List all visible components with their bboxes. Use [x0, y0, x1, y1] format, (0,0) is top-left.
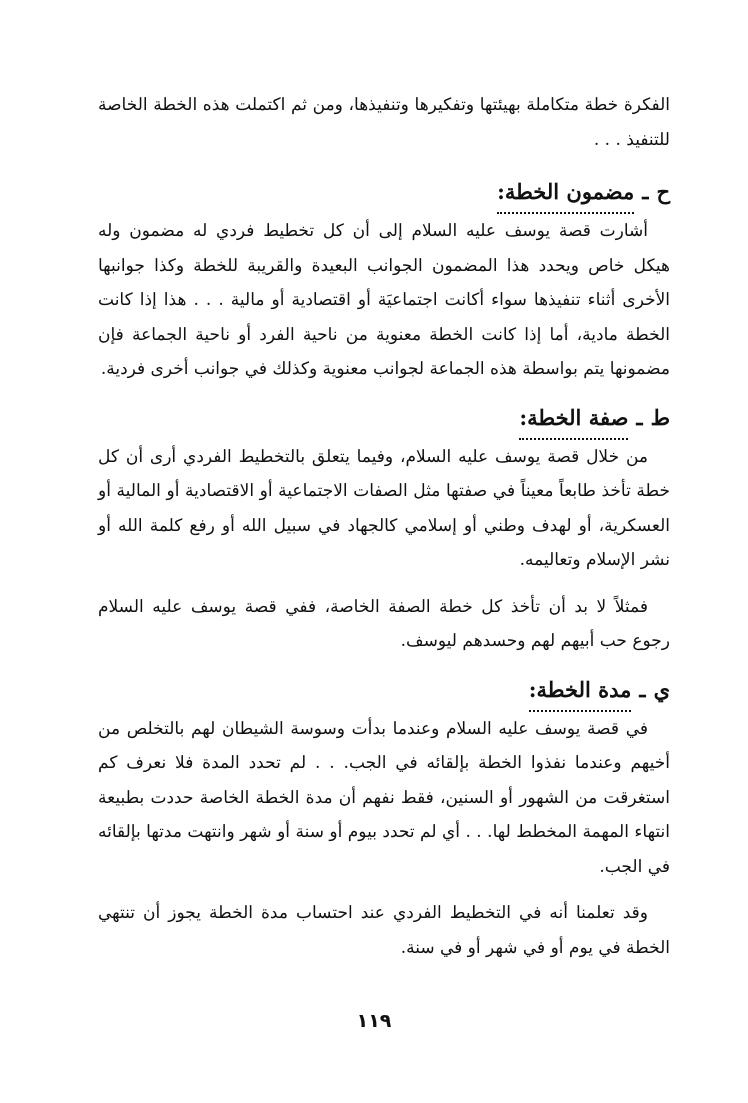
spacer	[98, 157, 670, 173]
content-paragraph: أشارت قصة يوسف عليه السلام إلى أن كل تخطيط فردي له مضمون وله هيكل خاص ويحدد هذا المضمون الجوانب البعيدة والقريبة للخطة وكذا جوانبها الأخرى أثناء تنفيذها سواء أكانت اجتماعيَة أو اقتصادية أو مالية . . . هذا إذا كانت الخطة مادية، أما إذا كانت الخطة معنوية من ناحية الفرد أو ناحية الجماعة فإن مضمونها يتم بواسطة هذه الجماعة لجوانب معنوية وكذلك في جوانب أخرى فردية.	[98, 221, 670, 379]
section-title: مضمون الخطة:	[497, 173, 634, 214]
section-dash: ـ	[642, 179, 649, 204]
section-title: صفة الخطة:	[519, 399, 628, 440]
spacer	[98, 578, 670, 590]
attribute-paragraph-2: فمثلاً لا بد أن تأخذ كل خطة الصفة الخاصة، ففي قصة يوسف عليه السلام رجوع حب أبيهم لهم وحسدهم ليوسف.	[98, 596, 670, 651]
duration-paragraph-2: وقد تعلمنا أنه في التخطيط الفردي عند احتساب مدة الخطة يجوز أن تنتهي الخطة في يوم أو في شهر أو في سنة.	[98, 903, 670, 958]
spacer	[98, 387, 670, 399]
section-heading-duration	[98, 671, 670, 712]
attribute-paragraph-1: من خلال قصة يوسف عليه السلام، وفيما يتعلق بالتخطيط الفردي أرى أن كل خطة تأخذ طابعاً معيناً في صفتها مثل الصفات الاجتماعية أو الاقتصادية أو المالية أو العسكرية، أو لهدف وطني أو إسلامي كالجهاد في سبيل الله أو رفع كلمة الله أو نشر الإسلام وتعاليمه.	[98, 446, 670, 570]
section-letter: ط	[650, 404, 670, 430]
page-number: ١١٩	[356, 1010, 392, 1032]
section-dash: ـ	[639, 676, 646, 702]
section-heading-content	[98, 173, 670, 214]
section-letter: ي	[653, 676, 670, 702]
spacer	[98, 659, 670, 671]
section-heading-attribute	[98, 399, 670, 440]
section-dash: ـ	[636, 404, 643, 430]
duration-paragraph-1: في قصة يوسف عليه السلام وعندما بدأت وسوسة الشيطان لهم بالتخلص من أخيهم وعندما نفذوا الخطة بإلقائه في الجب. . . لم تحدد المدة فلا نعرف كم استغرقت من الشهور أو السنين، فقط نفهم أن مدة الخطة الخاصة حددت بطبيعة انتهاء المهمة المخطط لها. . . أي لم تحدد بيوم أو سنة أو شهر وانتهت مدتها بإلقائه في الجب.	[98, 718, 670, 877]
page-body	[98, 88, 670, 965]
section-letter: ح	[656, 179, 670, 204]
spacer	[98, 884, 670, 896]
opening-paragraph: الفكرة خطة متكاملة بهيئتها وتفكيرها وتنفيذها، ومن ثم اكتملت هذه الخطة الخاصة للتنفيذ . . .	[98, 95, 670, 150]
section-title: مدة الخطة:	[529, 671, 632, 712]
